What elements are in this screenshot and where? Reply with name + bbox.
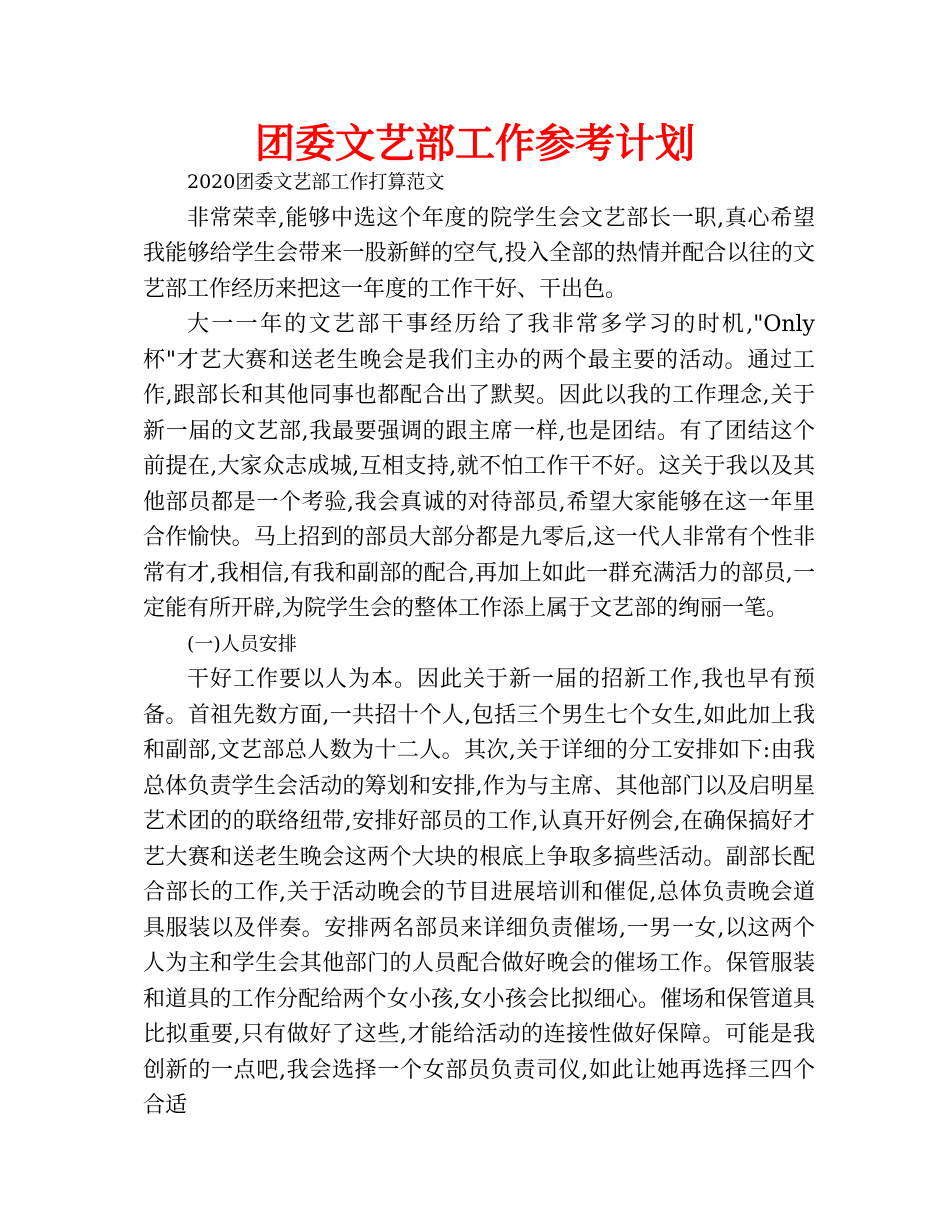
section-heading: (一)人员安排 — [187, 632, 297, 655]
body-paragraph: 非常荣幸,能够中选这个年度的院学生会文艺部长一职,真心希望我能够给学生会带来一股新鲜的空气,投入全部的热情并配合以往的文艺部工作经历来把这一年度的工作干好、干出色。 — [143, 205, 815, 302]
body-paragraph: 大一一年的文艺部干事经历给了我非常多学习的时机,"Only杯"才艺大赛和送老生晚会是我们主办的两个最主要的活动。通过工作,跟部长和其他同事也都配合出了默契。因此以我的工作理念,关于新一届的文艺部,我最要强调的跟主席一样,也是团结。有了团结这个前提在,大家众志成城,互相支持,就不怕工作干不好。这关于我以及其他部员都是一个考验,我会真诚的对待部员,希望大家能够在这一年里合作愉快。马上招到的部员大部分都是九零后,这一代人非常有个性非常有才,我相信,有我和副部的配合,再加上如此一群充满活力的部员,一定能有所开辟,为院学生会的整体工作添上属于文艺部的绚丽一笔。 — [143, 312, 815, 621]
document-title: 团委文艺部工作参考计划 — [255, 121, 695, 167]
subtitle-paragraph: 2020团委文艺部工作打算范文 — [187, 171, 445, 193]
document-body — [143, 165, 815, 1124]
body-paragraph: 干好工作要以人为本。因此关于新一届的招新工作,我也早有预备。首祖先数方面,一共招十个人,包括三个男生七个女生,如此加上我和副部,文艺部总人数为十二人。其次,关于详细的分工安排如下:由我总体负责学生会活动的筹划和安排,作为与主席、其他部门以及启明星艺术团的的联络纽带,安排好部员的工作,认真开好例会,在确保搞好才艺大赛和送老生晚会这两个大块的根底上争取多搞些活动。副部长配合部长的工作,关于活动晚会的节目进展培训和催促,总体负责晚会道具服装以及伴奏。安排两名部员来详细负责催场,一男一女,以这两个人为主和学生会其他部门的人员配合做好晚会的催场工作。保管服装和道具的工作分配给两个女小孩,女小孩会比拟细心。催场和保管道具比拟重要,只有做好了这些,才能给活动的连接性做好保障。可能是我创新的一点吧,我会选择一个女部员负责司仪,如此让她再选择三四个合适 — [143, 667, 815, 1118]
